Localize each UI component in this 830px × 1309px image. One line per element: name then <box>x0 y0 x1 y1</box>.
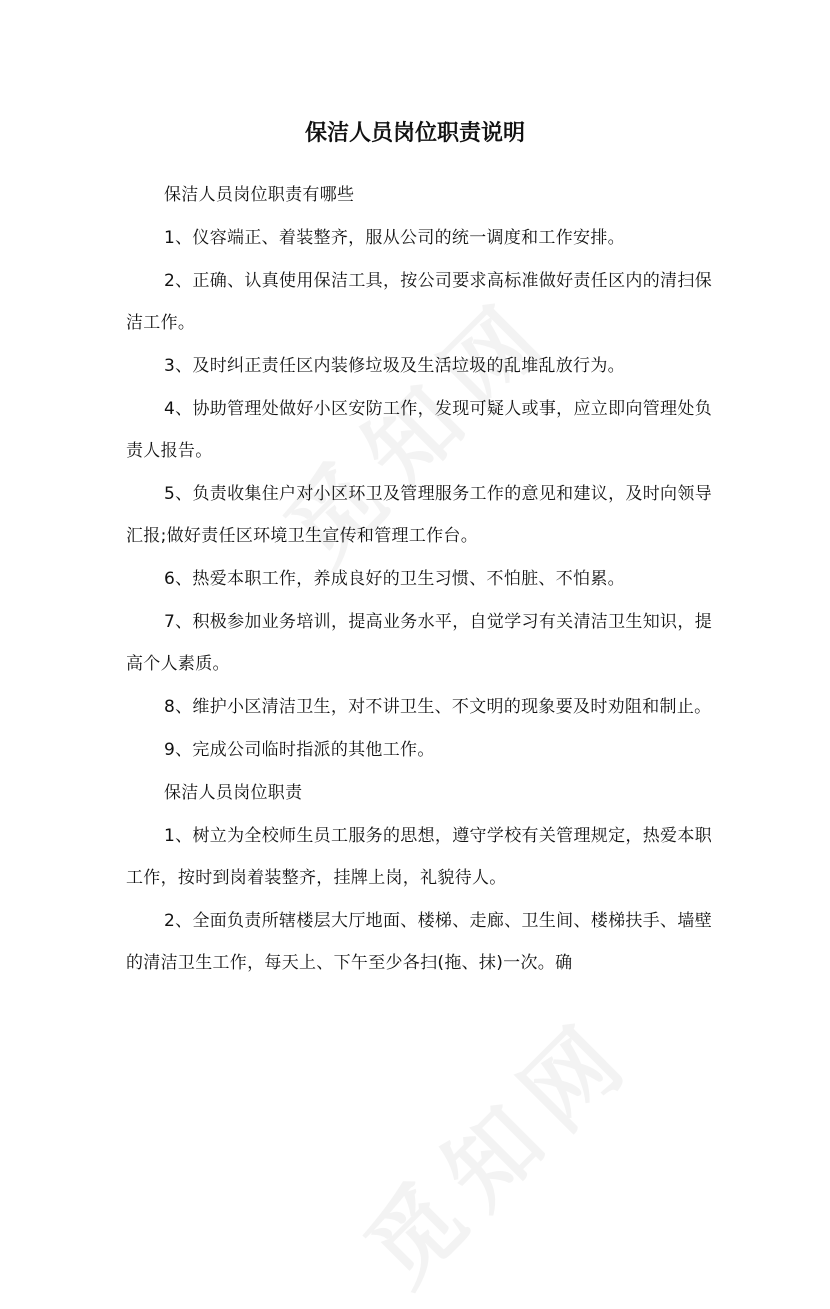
watermark <box>332 983 659 1309</box>
duty-item: 2、全面负责所辖楼层大厅地面、楼梯、走廊、卫生间、楼梯扶手、墙壁的清洁卫生工作，每天上、下午至少各扫(拖、抹)一次。确 <box>126 911 712 973</box>
duty-item: 6、热爱本职工作，养成良好的卫生习惯、不怕脏、不怕累。 <box>164 569 625 589</box>
duty-item: 1、树立为全校师生员工服务的思想，遵守学校有关管理规定，热爱本职工作，按时到岗着装整齐，挂牌上岗，礼貌待人。 <box>126 826 712 888</box>
duty-item: 5、负责收集住户对小区环卫及管理服务工作的意见和建议，及时向领导汇报;做好责任区环境卫生宣传和管理工作台。 <box>126 484 712 546</box>
document-body <box>126 174 712 985</box>
duty-item: 4、协助管理处做好小区安防工作，发现可疑人或事，应立即向管理处负责人报告。 <box>126 399 712 461</box>
duty-item: 7、积极参加业务培训，提高业务水平，自觉学习有关清洁卫生知识，提高个人素质。 <box>126 612 712 674</box>
duty-item: 1、仪容端正、着装整齐，服从公司的统一调度和工作安排。 <box>164 228 625 248</box>
section-heading: 保洁人员岗位职责 <box>164 783 303 803</box>
duty-item: 3、及时纠正责任区内装修垃圾及生活垃圾的乱堆乱放行为。 <box>164 356 625 376</box>
document-title: 保洁人员岗位职责说明 <box>304 121 525 146</box>
duty-item: 2、正确、认真使用保洁工具，按公司要求高标准做好责任区内的清扫保洁工作。 <box>126 271 712 333</box>
section-heading: 保洁人员岗位职责有哪些 <box>164 185 355 205</box>
duty-item: 8、维护小区清洁卫生，对不讲卫生、不文明的现象要及时劝阻和制止。 <box>164 697 712 717</box>
duty-item: 9、完成公司临时指派的其他工作。 <box>164 740 435 760</box>
